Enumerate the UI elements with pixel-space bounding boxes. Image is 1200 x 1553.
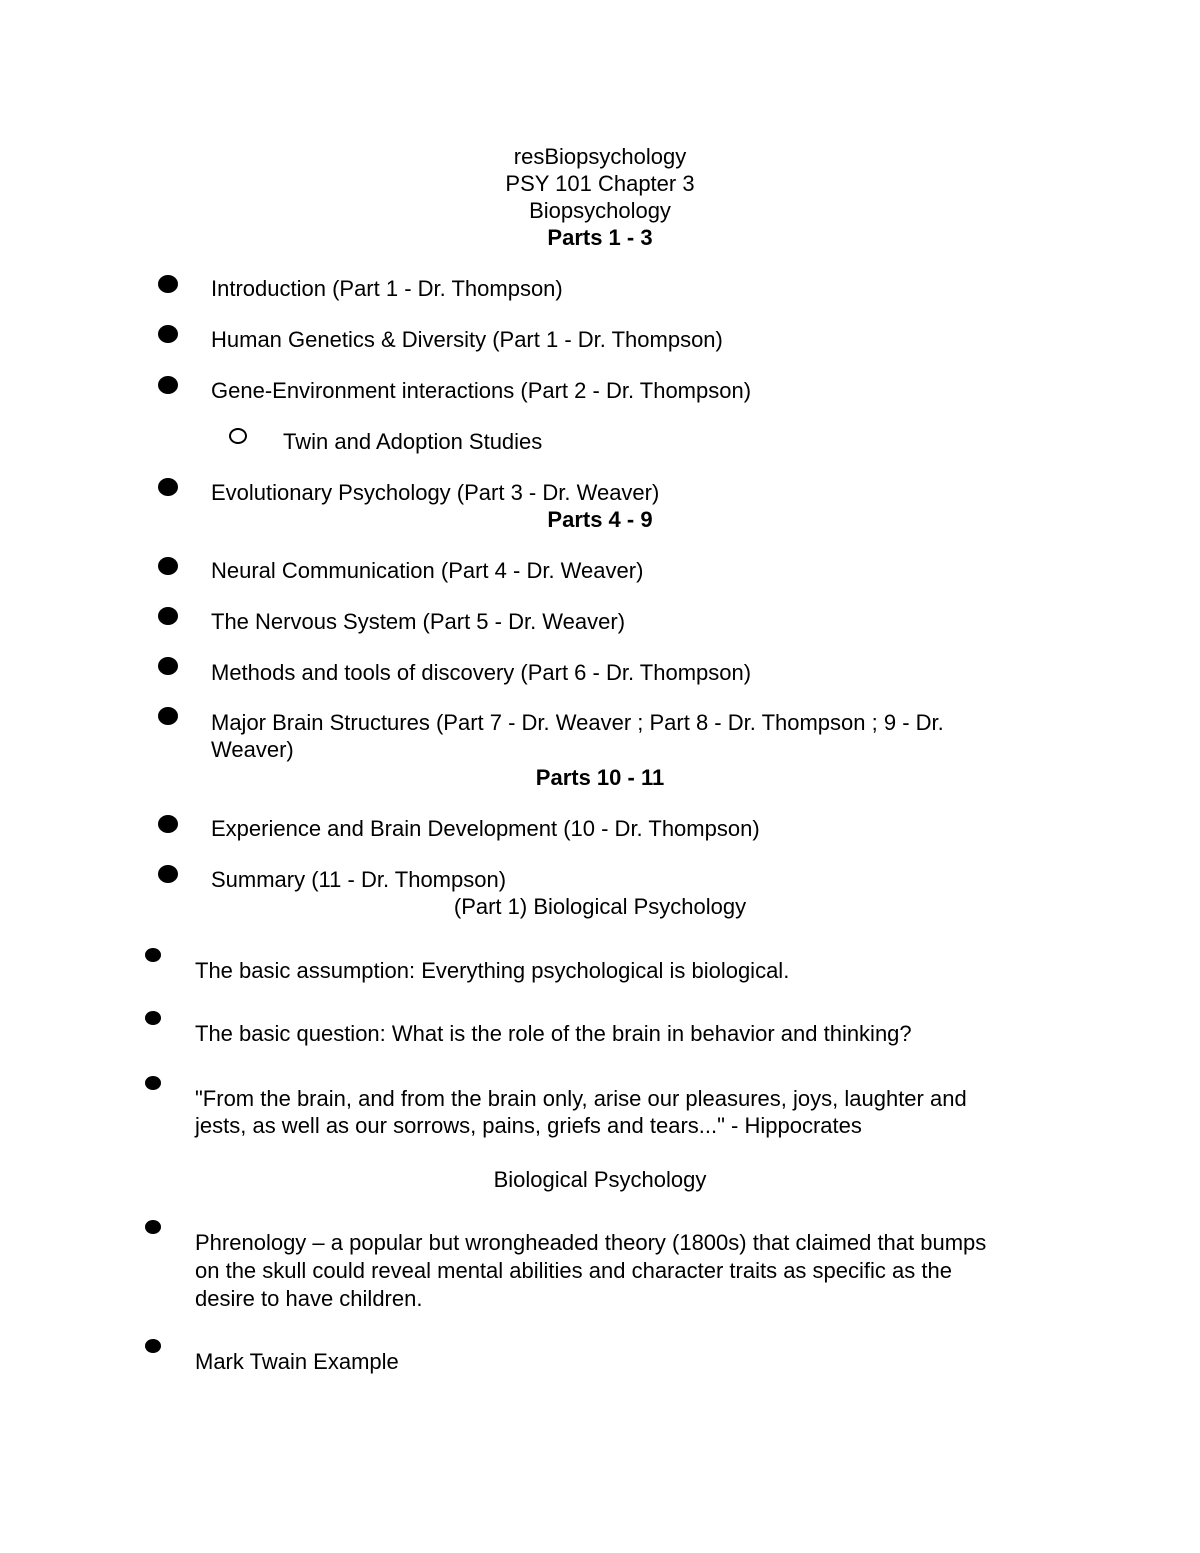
course-title: PSY 101 Chapter 3: [505, 171, 695, 196]
doc-title: resBiopsychology: [513, 144, 687, 169]
list-item: Human Genetics & Diversity (Part 1 - Dr. Thompson): [211, 327, 723, 352]
bullet-icon: [158, 376, 178, 394]
bullet-icon: [158, 657, 178, 675]
list-item: The basic question: What is the role of the brain in behavior and thinking?: [195, 1021, 912, 1046]
quote-line: jests, as well as our sorrows, pains, griefs and tears..." - Hippocrates: [195, 1113, 862, 1138]
bullet-icon: [158, 707, 178, 725]
list-item: Methods and tools of discovery (Part 6 - Dr. Thompson): [211, 660, 752, 685]
bullet-icon: [158, 557, 178, 575]
bullet-icon: [158, 815, 178, 833]
list-item: Neural Communication (Part 4 - Dr. Weaver): [211, 558, 644, 583]
bullet-icon: [145, 948, 161, 962]
bullet-icon: [145, 1011, 161, 1025]
sub-list-item: Twin and Adoption Studies: [283, 429, 543, 454]
section-heading-parts-1-3: Parts 1 - 3: [547, 225, 653, 250]
bullet-icon: [145, 1339, 161, 1353]
list-item-continuation: Weaver): [211, 737, 294, 762]
list-item: The basic assumption: Everything psychological is biological.: [195, 958, 790, 983]
bullet-icon: [145, 1220, 161, 1234]
paragraph-line: desire to have children.: [195, 1286, 423, 1311]
section-heading-parts-10-11: Parts 10 - 11: [535, 765, 665, 790]
section-heading-parts-4-9: Parts 4 - 9: [547, 507, 653, 532]
list-item: The Nervous System (Part 5 - Dr. Weaver): [211, 609, 626, 634]
paragraph-line: on the skull could reveal mental abilities and character traits as specific as the: [195, 1258, 952, 1283]
bullet-icon: [158, 478, 178, 496]
chapter-title: Biopsychology: [529, 198, 671, 223]
bullet-icon: [158, 865, 178, 883]
list-item: Mark Twain Example: [195, 1349, 399, 1374]
list-item: Evolutionary Psychology (Part 3 - Dr. Weaver): [211, 480, 660, 505]
section-heading-biological-psychology-2: Biological Psychology: [493, 1167, 707, 1192]
list-item: Gene-Environment interactions (Part 2 - Dr. Thompson): [211, 378, 752, 403]
list-item: Summary (11 - Dr. Thompson): [211, 867, 507, 892]
list-item: Experience and Brain Development (10 - Dr. Thompson): [211, 816, 760, 841]
list-item: Major Brain Structures (Part 7 - Dr. Weaver ; Part 8 - Dr. Thompson ; 9 - Dr.: [211, 710, 944, 735]
list-item: Introduction (Part 1 - Dr. Thompson): [211, 276, 563, 301]
section-heading-biological-psychology-1: (Part 1) Biological Psychology: [453, 894, 747, 919]
bullet-icon: [145, 1076, 161, 1090]
bullet-icon: [158, 275, 178, 293]
bullet-icon: [158, 325, 178, 343]
quote-line: "From the brain, and from the brain only, arise our pleasures, joys, laughter and: [195, 1086, 967, 1111]
paragraph-line: Phrenology – a popular but wrongheaded theory (1800s) that claimed that bumps: [195, 1230, 987, 1255]
bullet-icon: [158, 607, 178, 625]
sub-bullet-icon: [229, 428, 247, 444]
